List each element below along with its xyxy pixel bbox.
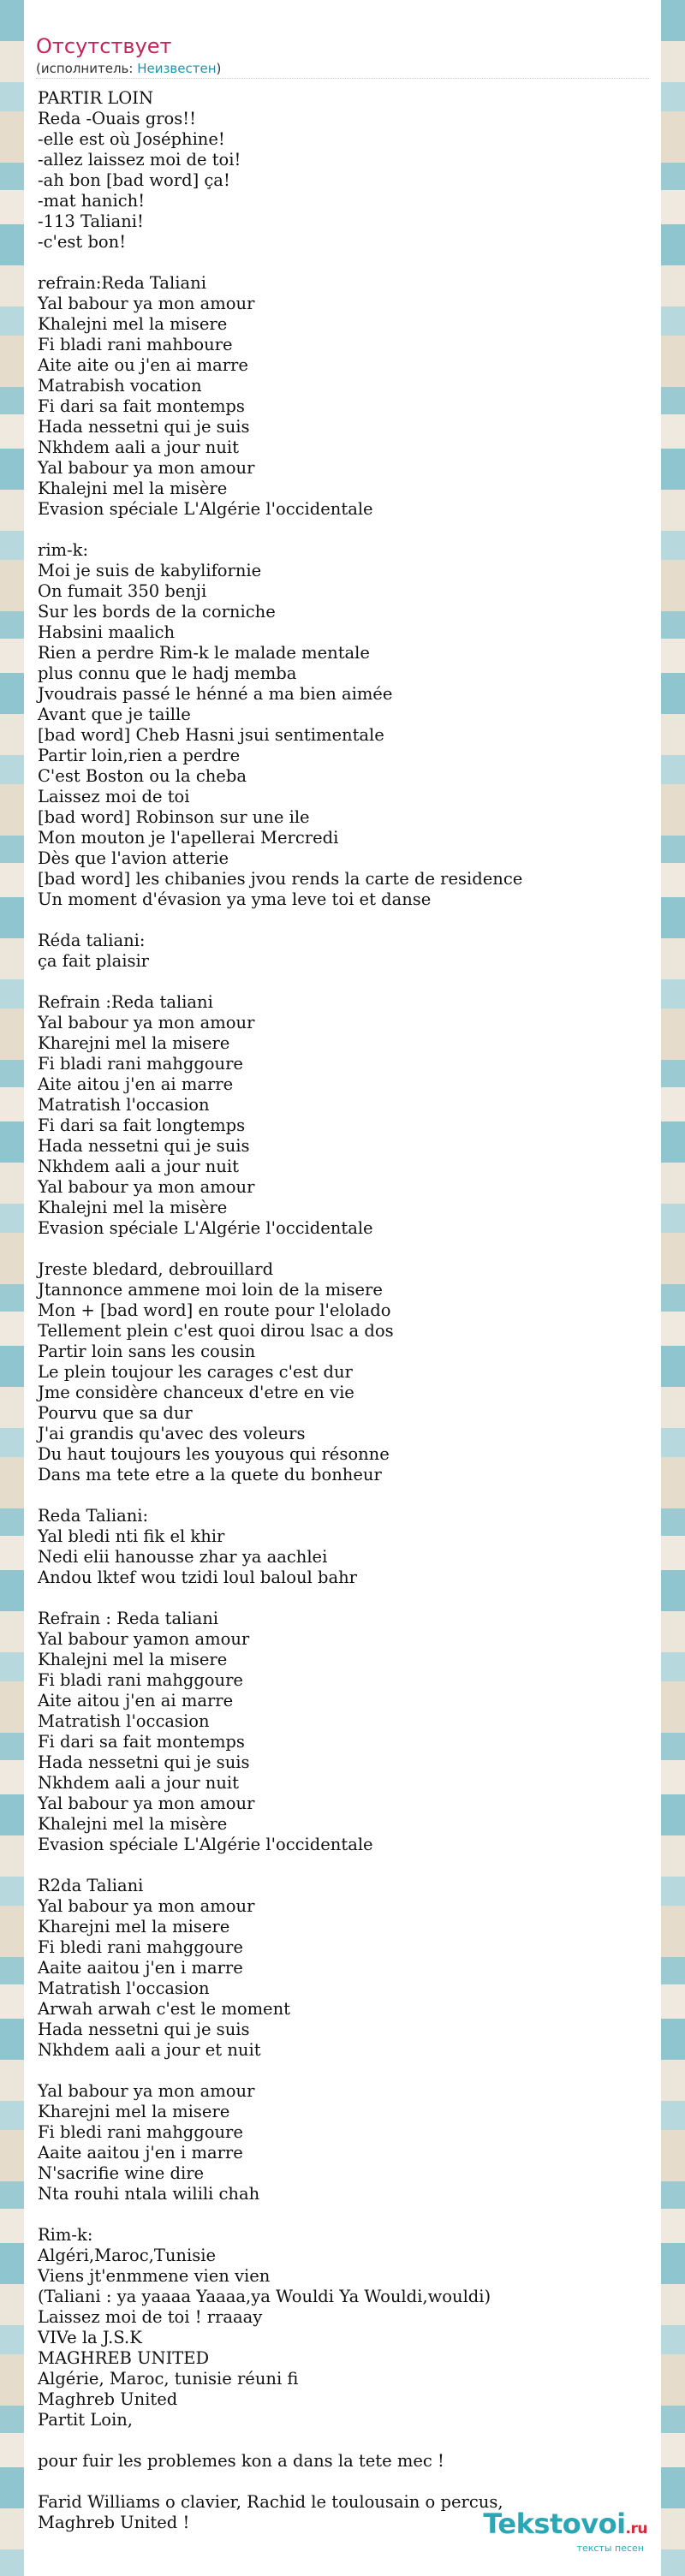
lyrics-line: Mon mouton je l'apellerai Mercredi [38,828,339,848]
artist-line [36,60,221,77]
lyrics-line: Kharejni mel la misere [38,1033,230,1053]
lyrics-blank-line [38,1588,654,1609]
song-title: Отсутствует [36,34,172,58]
lyrics-line: Avant que je taille [38,705,191,724]
lyrics-line: [bad word] Cheb Hasni jsui sentimentale [38,725,384,745]
lyrics-line: Jme considère chanceux d'etre en vie [38,1383,354,1402]
lyrics-line: Evasion spéciale L'Algérie l'occidentale [38,499,373,519]
lyrics-text [38,88,654,2533]
lyrics-line: Yal babour ya mon amour [38,1794,255,1813]
lyrics-line: plus connu que le hadj memba [38,663,297,683]
lyrics-line: Aite aite ou j'en ai marre [38,355,248,375]
lyrics-line: N'sacrifie wine dire [38,2163,205,2183]
lyrics-line: VIVe la J.S.K [38,2328,142,2347]
lyrics-line: Maghreb United [38,2389,178,2409]
lyrics-line: Fi dari sa fait montemps [38,396,245,416]
lyrics-line: Laissez moi de toi [38,787,190,806]
lyrics-line: (Taliani : ya yaaaa Yaaaa,ya Wouldi Ya Wouldi,wouldi) [38,2287,491,2306]
artist-prefix: (исполнитель: [36,61,138,76]
lyrics-line: Aite aitou j'en ai marre [38,1074,234,1094]
lyrics-line: -allez laissez moi de toi! [38,150,241,170]
lyrics-line: Nedi elii hanousse zhar ya aachlei [38,1547,328,1567]
lyrics-line: Refrain : Reda taliani [38,1609,219,1628]
site-logo[interactable] [483,2508,647,2554]
lyrics-line: J'ai grandis qu'avec des voleurs [38,1424,306,1443]
lyrics-line: Viens jt'enmmene vien vien [38,2266,271,2286]
lyrics-line: Kharejni mel la misere [38,2102,230,2121]
lyrics-line: Réda taliani: [38,931,146,950]
lyrics-line: Khalejni mel la misère [38,1814,228,1834]
lyrics-line: PARTIR LOIN [38,88,154,108]
lyrics-line: On fumait 350 benji [38,581,207,601]
lyrics-line: Matratish l'occasion [38,1978,210,1998]
lyrics-line: Yal babour ya mon amour [38,458,255,478]
lyrics-line: Laissez moi de toi ! rraaay [38,2307,263,2327]
lyrics-line: Hada nessetni qui je suis [38,1136,250,1156]
lyrics-line: Matrabish vocation [38,376,202,396]
lyrics-line: Evasion spéciale L'Algérie l'occidentale [38,1218,373,1238]
lyrics-blank-line [38,2472,654,2492]
lyrics-blank-line [38,1239,654,1259]
lyrics-line: Fi dari sa fait longtemps [38,1115,246,1135]
lyrics-line: Du haut toujours les youyous qui résonne [38,1444,390,1464]
lyrics-line: ça fait plaisir [38,951,150,971]
lyrics-blank-line [38,972,654,992]
artist-suffix: ) [216,61,222,76]
lyrics-line: Matratish l'occasion [38,1095,210,1115]
lyrics-line: Dans ma tete etre a la quete du bonheur [38,1465,382,1484]
lyrics-line: Andou lktef wou tzidi loul baloul bahr [38,1568,357,1587]
lyrics-line: Hada nessetni qui je suis [38,417,250,437]
lyrics-line: Rim-k: [38,2225,93,2245]
lyrics-blank-line [38,2204,654,2225]
lyrics-line: Farid Williams o clavier, Rachid le toulousain o percus, [38,2492,503,2512]
lyrics-line: rim-k: [38,540,89,560]
lyrics-line: -ah bon [bad word] ça! [38,170,230,190]
lyrics-line: Rien a perdre Rim-k le malade mentale [38,643,370,663]
lyrics-line: Reda Taliani: [38,1506,149,1526]
lyrics-line: Mon + [bad word] en route pour l'elolado [38,1300,391,1320]
lyrics-blank-line [38,910,654,931]
lyrics-line: Habsini maalich [38,622,176,642]
lyrics-line: Fi bledi rani mahggoure [38,1937,243,1957]
lyrics-line: Jreste bledard, debrouillard [38,1259,274,1279]
lyrics-line: Jtannonce ammene moi loin de la misere [38,1280,383,1300]
lyrics-card [24,0,661,2576]
lyrics-line: Dès que l'avion atterie [38,848,229,868]
lyrics-line: Yal babour ya mon amour [38,1896,255,1916]
lyrics-line: Khalejni mel la misère [38,1198,228,1217]
lyrics-line: Yal babour ya mon amour [38,2081,255,2101]
lyrics-line: pour fuir les problemes kon a dans la tete mec ! [38,2451,444,2471]
lyrics-line: Yal babour ya mon amour [38,1177,255,1197]
lyrics-line: Khalejni mel la misere [38,314,228,334]
lyrics-line: [bad word] les chibanies jvou rends la carte de residence [38,869,523,889]
lyrics-line: Hada nessetni qui je suis [38,2020,250,2039]
lyrics-line: Fi bledi rani mahggoure [38,2122,243,2142]
lyrics-line: -113 Taliani! [38,211,144,231]
lyrics-line: Nkhdem aali a jour nuit [38,1773,239,1793]
lyrics-line: Yal babour ya mon amour [38,1013,255,1032]
lyrics-line: [bad word] Robinson sur une ile [38,807,310,827]
lyrics-line: Pourvu que sa dur [38,1403,193,1423]
lyrics-line: -elle est où Joséphine! [38,129,225,149]
lyrics-line: Tellement plein c'est quoi dirou lsac a dos [38,1321,394,1341]
lyrics-line: Nkhdem aali a jour nuit [38,437,239,457]
lyrics-line: Nta rouhi ntala wilili chah [38,2184,260,2204]
lyrics-blank-line [38,1485,654,1506]
lyrics-line: Reda -Ouais gros!! [38,109,196,128]
logo-subtitle: тексты песен [576,2543,644,2554]
lyrics-blank-line [38,2061,654,2081]
lyrics-line: Fi dari sa fait montemps [38,1732,245,1752]
lyrics-line: Fi bladi rani mahboure [38,335,233,354]
lyrics-line: Khalejni mel la misère [38,479,228,498]
lyrics-line: Yal bledi nti fik el khir [38,1526,225,1546]
lyrics-line: Nkhdem aali a jour et nuit [38,2040,261,2060]
lyrics-line: Fi bladi rani mahggoure [38,1054,243,1074]
logo-tld: .ru [625,2520,647,2537]
lyrics-line: R2da Taliani [38,1876,144,1895]
lyrics-line: Khalejni mel la misere [38,1650,228,1669]
lyrics-line: Arwah arwah c'est le moment [38,1999,290,2019]
lyrics-line: Fi bladi rani mahggoure [38,1670,243,1690]
lyrics-line: -mat hanich! [38,191,146,211]
lyrics-line: Jvoudrais passé le hénné a ma bien aimée [38,684,393,704]
lyrics-line: Partir loin sans les cousin [38,1342,256,1361]
lyrics-line: Sur les bords de la corniche [38,602,276,622]
lyrics-line: Hada nessetni qui je suis [38,1752,250,1772]
lyrics-line: Aaite aaitou j'en i marre [38,1958,243,1978]
lyrics-line: Un moment d'évasion ya yma leve toi et danse [38,889,432,909]
lyrics-blank-line [38,1855,654,1876]
lyrics-line: Algérie, Maroc, tunisie réuni fi [38,2369,299,2389]
lyrics-line: Yal babour yamon amour [38,1629,250,1649]
lyrics-line: Partit Loin, [38,2410,133,2430]
lyrics-blank-line [38,520,654,540]
lyrics-line: MAGHREB UNITED [38,2348,210,2368]
lyrics-line: Aaite aaitou j'en i marre [38,2143,243,2163]
lyrics-line: refrain:Reda Taliani [38,273,206,293]
lyrics-line: Refrain :Reda taliani [38,992,213,1012]
lyrics-line: Matratish l'occasion [38,1711,210,1731]
lyrics-line: Maghreb United ! [38,2513,190,2532]
lyrics-line: Yal babour ya mon amour [38,294,255,313]
logo-wordmark [483,2508,647,2544]
lyrics-blank-line [38,253,654,273]
artist-link[interactable]: Неизвестен [137,61,217,76]
lyrics-line: Evasion spéciale L'Algérie l'occidentale [38,1835,373,1854]
lyrics-blank-line [38,2430,654,2451]
lyrics-line: Kharejni mel la misere [38,1917,230,1936]
lyrics-line: Aite aitou j'en ai marre [38,1691,234,1710]
lyrics-line: Partir loin,rien a perdre [38,746,241,765]
lyrics-line: -c'est bon! [38,232,127,252]
lyrics-line: Algéri,Maroc,Tunisie [38,2246,217,2265]
lyrics-line: Le plein toujour les carages c'est dur [38,1362,353,1382]
lyrics-line: C'est Boston ou la cheba [38,766,247,786]
lyrics-line: Nkhdem aali a jour nuit [38,1157,239,1176]
lyrics-line: Moi je suis de kabylifornie [38,561,262,580]
header-divider [36,78,649,79]
logo-main-text: Tekstovoi [483,2508,626,2540]
